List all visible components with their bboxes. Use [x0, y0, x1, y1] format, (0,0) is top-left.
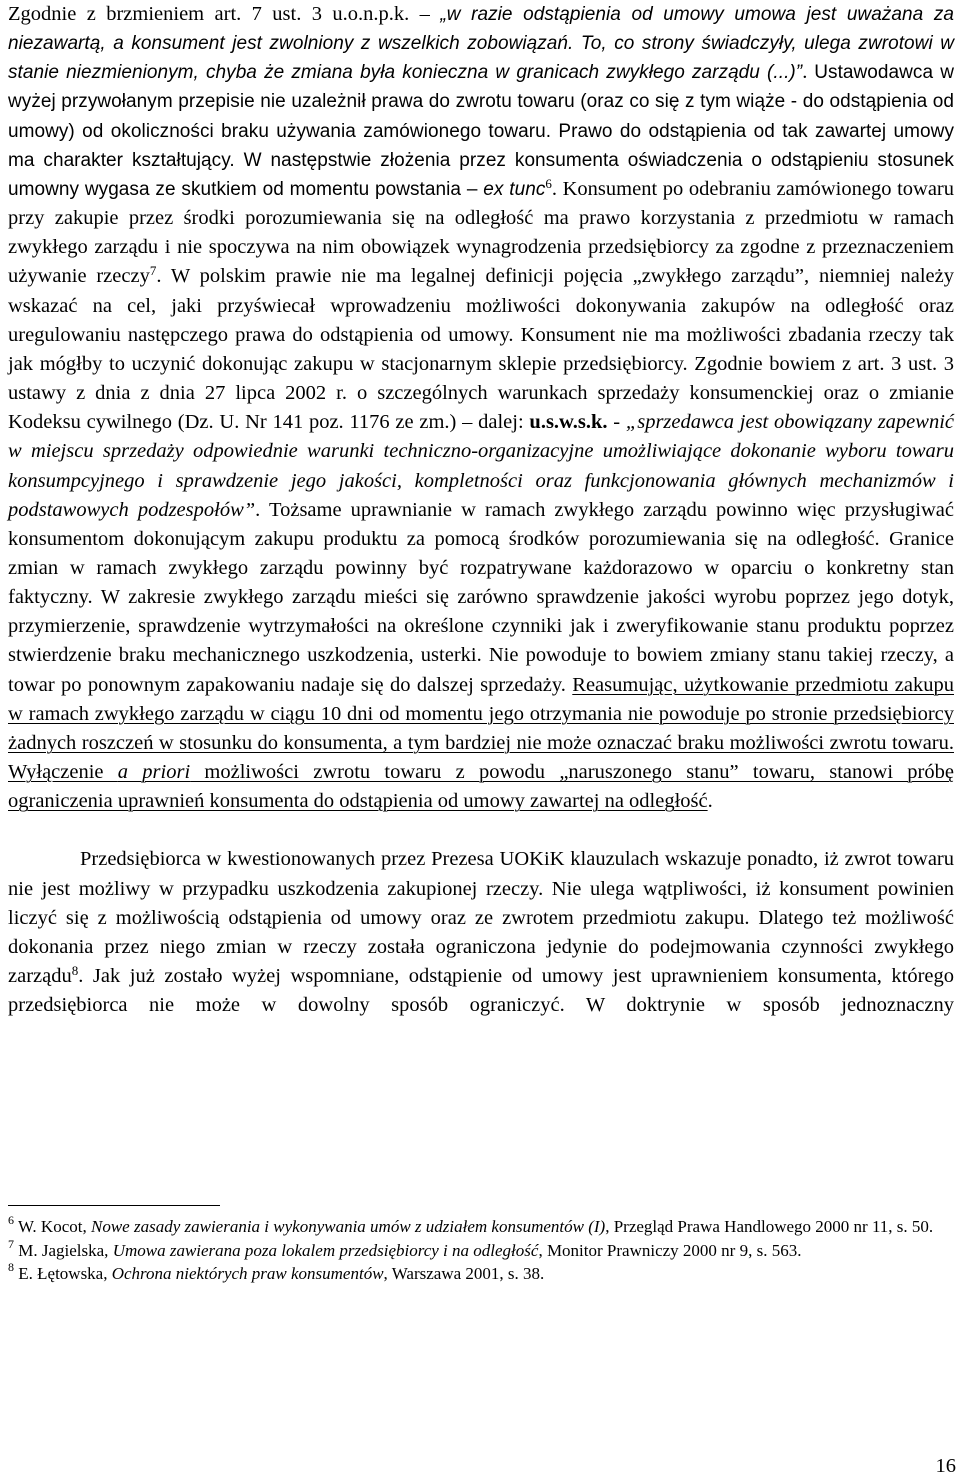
statute-intro: Zgodnie z brzmieniem art. 7 ust. 3 u.o.n.p.k. –	[8, 3, 441, 25]
page-number: 16	[935, 1455, 956, 1477]
statute-quote-2: „sprzedawca jest obowiązany zapewnić w miejscu sprzedaży odpowiednie warunki techniczno-organizacyjne umożliwiające dokonanie wyboru towaru konsumpcyjnego i sprawdzenie jego jakości, kompletności oraz funkcjonowania głównych mechanizmów i podstawowych podzespołów”	[8, 411, 954, 521]
body-text: Konsument po odebraniu zamówionego towaru przy zakupie przez środki porozumiewania się na odległość ma prawo korzystania z przedmiotu w ramach zwykłego zarządu i nie spoczywa na nim obowiązek wynagrodzenia przedsiębiorcy za zgodne z przeznaczeniem używanie rzeczy	[8, 177, 954, 288]
statute-quote: „w razie odstąpienia od umowy umowa jest uważana za niezawartą, a konsument jest zwolniony z wszelkich zobowiązań. To, co strony świadczyły, ulega zwrotowi w stanie niezmienionym, chyba że zmiana była konieczna w granicach zwykłego zarządu (...)”	[8, 4, 954, 84]
footnote-8: $^8$ E. Łętowska, Ochrona niektórych praw konsumentów, Warszawa 2001, s. 38.	[8, 1260, 545, 1283]
footnote-title: Ochrona niektórych praw konsumentów	[111, 1264, 384, 1283]
latin-term: ex tunc	[483, 178, 546, 200]
underlined-conclusion: Reasumując, użytkowanie przedmiotu zakupu w ramach zwykłego zarządu w ciągu 10 dni od momentu jego otrzymania nie powoduje po stronie przedsiębiorcy żadnych roszczeń w stosunku do konsumenta, a tym bardziej nie może oznaczać braku możliwości zwrotu towaru.	[8, 673, 954, 754]
commentary-text: Ustawodawca w wyżej przywołanym przepisie nie uzależnił prawa do zwrotu towaru (oraz co się z tym wiąże - do odstąpienia od umowy) od okoliczności braku używania zamówionego towaru. Prawo do odstąpienia od tak zawartej umowy ma charakter kształtujący. W następstwie złożenia przez konsumenta oświadczenia o odstąpieniu stosunek umowny wygasa ze skutkiem od momentu powstania –	[8, 62, 954, 200]
footnote-ref-7: 7	[149, 263, 157, 279]
footnote-ref-6: 6	[545, 175, 552, 191]
abbreviation-bold: u.s.w.s.k.	[529, 411, 608, 434]
document-page	[8, 0, 954, 1020]
footnote-separator	[8, 1205, 220, 1206]
footnotes-section	[8, 1205, 954, 1287]
footnote-title: Umowa zawierana poza lokalem przedsiębiorcy i na odległość	[112, 1240, 539, 1260]
underlined-conclusion-2: Wyłączenie a priori możliwości zwrotu towaru z powodu „naruszonego stanu” towaru, stanowi próbę ograniczenia uprawnień konsumenta do odstąpienia od umowy zawartej na odległość	[8, 761, 954, 813]
paragraph-2	[8, 845, 954, 1020]
body-text-analysis: . Tożsame uprawnianie w ramach zwykłego zarządu powinno więc przysługiwać konsumentom dokonującym zakupu produktu za pomocą środków porozumiewania się na odległość. Granice zmian w ramach zwykłego zarządu powinny być rozpatrywane każdorazowo w oparciu o konkretny stan faktyczny. W zakresie zwykłego zarządu mieści się zarówno sprawdzenie jakości wyrobu poprzez jego dotyk, przymierzenie, sprawdzenie wytrzymałości na określone czynniki jak i zweryfikowanie stanu produktu poprzez stwierdzenie braku mechanicznego uszkodzenia, usterki. Nie powoduje to bowiem zmiany stanu takiej rzeczy, a towar po ponownym zapakowaniu nadaje się do dalszej sprzedaży.	[8, 498, 955, 696]
latin-a-priori: a priori	[117, 761, 191, 784]
footnote-title: Nowe zasady zawierania i wykonywania umów z udziałem konsumentów (I)	[90, 1217, 606, 1236]
paragraph-1: Zgodnie z brzmieniem art. 7 ust. 3 u.o.n.p.k. – „w razie odstąpienia od umowy umowa jest uważana za niezawartą, a konsument jest zwolniony z wszelkich zobowiązań. To, co strony świadczyły, ulega zwrotowi w stanie niezmienionym, chyba że zmiana była konieczna w granicach zwykłego zarządu (...)”. Ustawodawca w wyżej przywołanym przepisie nie uzależnił prawa do zwrotu towaru (oraz co się z tym wiąże - do odstąpienia od umowy) od okoliczności braku używania zamówionego towaru. Prawo do odstąpienia od tak zawartej umowy ma charakter kształtujący. W następstwie złożenia przez konsumenta oświadczenia o odstąpieniu stosunek umowny wygasa ze skutkiem od momentu powstania – ex tunc$^6$. Konsument po odebraniu zamówionego towaru przy zakupie przez środki porozumiewania się na odległość ma prawo korzystania z przedmiotu w ramach zwykłego zarządu i nie spoczywa na nim obowiązek wynagrodzenia przedsiębiorcy za zgodne z przeznaczeniem używanie rzeczy$^7$. W polskim prawie nie ma legalnej definicji pojęcia „zwykłego zarządu”, niemniej należy wskazać na cel, jaki przyświecał wprowadzeniu możliwości dokonywania zakupów na odległość oraz uregulowaniu następczego prawa do odstąpienia od umowy. Konsument nie ma możliwości zbadania rzeczy tak jak mógłby to uczynić dokonując zakupu w stacjonarnym sklepie przedsiębiorcy. Zgodnie bowiem z art. 3 ust. 3 ustawy z dnia z dnia 27 lipca 2002 r. o szczególnych warunkach sprzedaży konsumenckiej oraz o zmianie Kodeksu cywilnego (Dz. U. Nr 141 poz. 1176 ze zm.) – dalej: u.s.w.s.k. - „sprzedawca jest obowiązany zapewnić w miejscu sprzedaży odpowiednie warunki techniczno-organizacyjne umożliwiające dokonanie wyboru towaru konsumpcyjnego i sprawdzenie jego jakości, kompletności oraz funkcjonowania głównych mechanizmów i podstawowych podzespołów”. Tożsame uprawnianie w ramach zwykłego zarządu powinno więc przysługiwać konsumentom dokonującym zakupu produktu za pomocą środków porozumiewania się na odległość. Granice zmian w ramach zwykłego zarządu powinny być rozpatrywane każdorazowo w oparciu o konkretny stan faktyczny. W zakresie zwykłego zarządu mieści się zarówno sprawdzenie jakości wyrobu poprzez jego dotyk, przymierzenie, sprawdzenie wytrzymałości na określone czynniki jak i zweryfikowanie stanu produktu poprzez stwierdzenie braku mechanicznego uszkodzenia, usterki. Nie powoduje to bowiem zmiany stanu takiej rzeczy, a towar po ponownym zapakowaniu nadaje się do dalszej sprzedaży. Reasumując, użytkowanie przedmiotu zakupu w ramach zwykłego zarządu w ciągu 10 dni od momentu jego otrzymania nie powoduje po stronie przedsiębiorcy żadnych roszczeń w stosunku do konsumenta, a tym bardziej nie może oznaczać braku możliwości zwrotu towaru. Wyłączenie a priori możliwości zwrotu towaru z powodu „naruszonego stanu” towaru, stanowi próbę ograniczenia uprawnień konsumenta do odstąpienia od umowy zawartej na odległość.	[8, 3, 955, 813]
footnote-ref-8: 8	[71, 963, 79, 978]
paragraph-2-text: Przedsiębiorca w kwestionowanych przez Prezesa UOKiK klauzulach wskazuje ponadto, iż zwrot towaru nie jest możliwy w przypadku uszkodzenia zakupionej rzeczy. Nie ulega wątpliwości, iż konsument powinien liczyć się z możliwością odstąpienia od umowy oraz ze zwrotem przedmiotu zakupu. Dlatego też możliwość dokonania przez niego zmian w rzeczy została ograniczona jedynie do podejmowania czynności zwykłego zarządu	[8, 848, 954, 987]
body-text-continued: . W polskim prawie nie ma legalnej definicji pojęcia „zwykłego zarządu”, niemniej należy wskazać na cel, jaki przyświecał wprowadzeniu możliwości dokonywania zakupów na odległość oraz uregulowaniu następczego prawa do odstąpienia od umowy. Konsument nie ma możliwości zbadania rzeczy tak jak mógłby to uczynić dokonując zakupu w stacjonarnym sklepie przedsiębiorcy. Zgodnie bowiem z art. 3 ust. 3 ustawy z dnia z dnia 27 lipca 2002 r. o szczególnych warunkach sprzedaży konsumenckiej oraz o zmianie Kodeksu cywilnego (Dz. U. Nr 141 poz. 1176 ze zm.) – dalej:	[8, 265, 954, 434]
footnote-7: $^7$ M. Jagielska, Umowa zawierana poza lokalem przedsiębiorcy i na odległość, Monitor Prawniczy 2000 nr 9, s. 563.	[8, 1236, 802, 1260]
paragraph-2-text-continued: . Jak już zostało wyżej wspomniane, odstąpienie od umowy jest uprawnieniem konsumenta, którego przedsiębiorca nie może w dowolny sposób ograniczyć. W doktrynie w sposób jednoznaczny	[8, 965, 954, 1017]
footnote-6: $^6$ W. Kocot, Nowe zasady zawierania i wykonywania umów z udziałem konsumentów (I), Przegląd Prawa Handlowego 2000 nr 11, s. 50.	[8, 1213, 934, 1236]
